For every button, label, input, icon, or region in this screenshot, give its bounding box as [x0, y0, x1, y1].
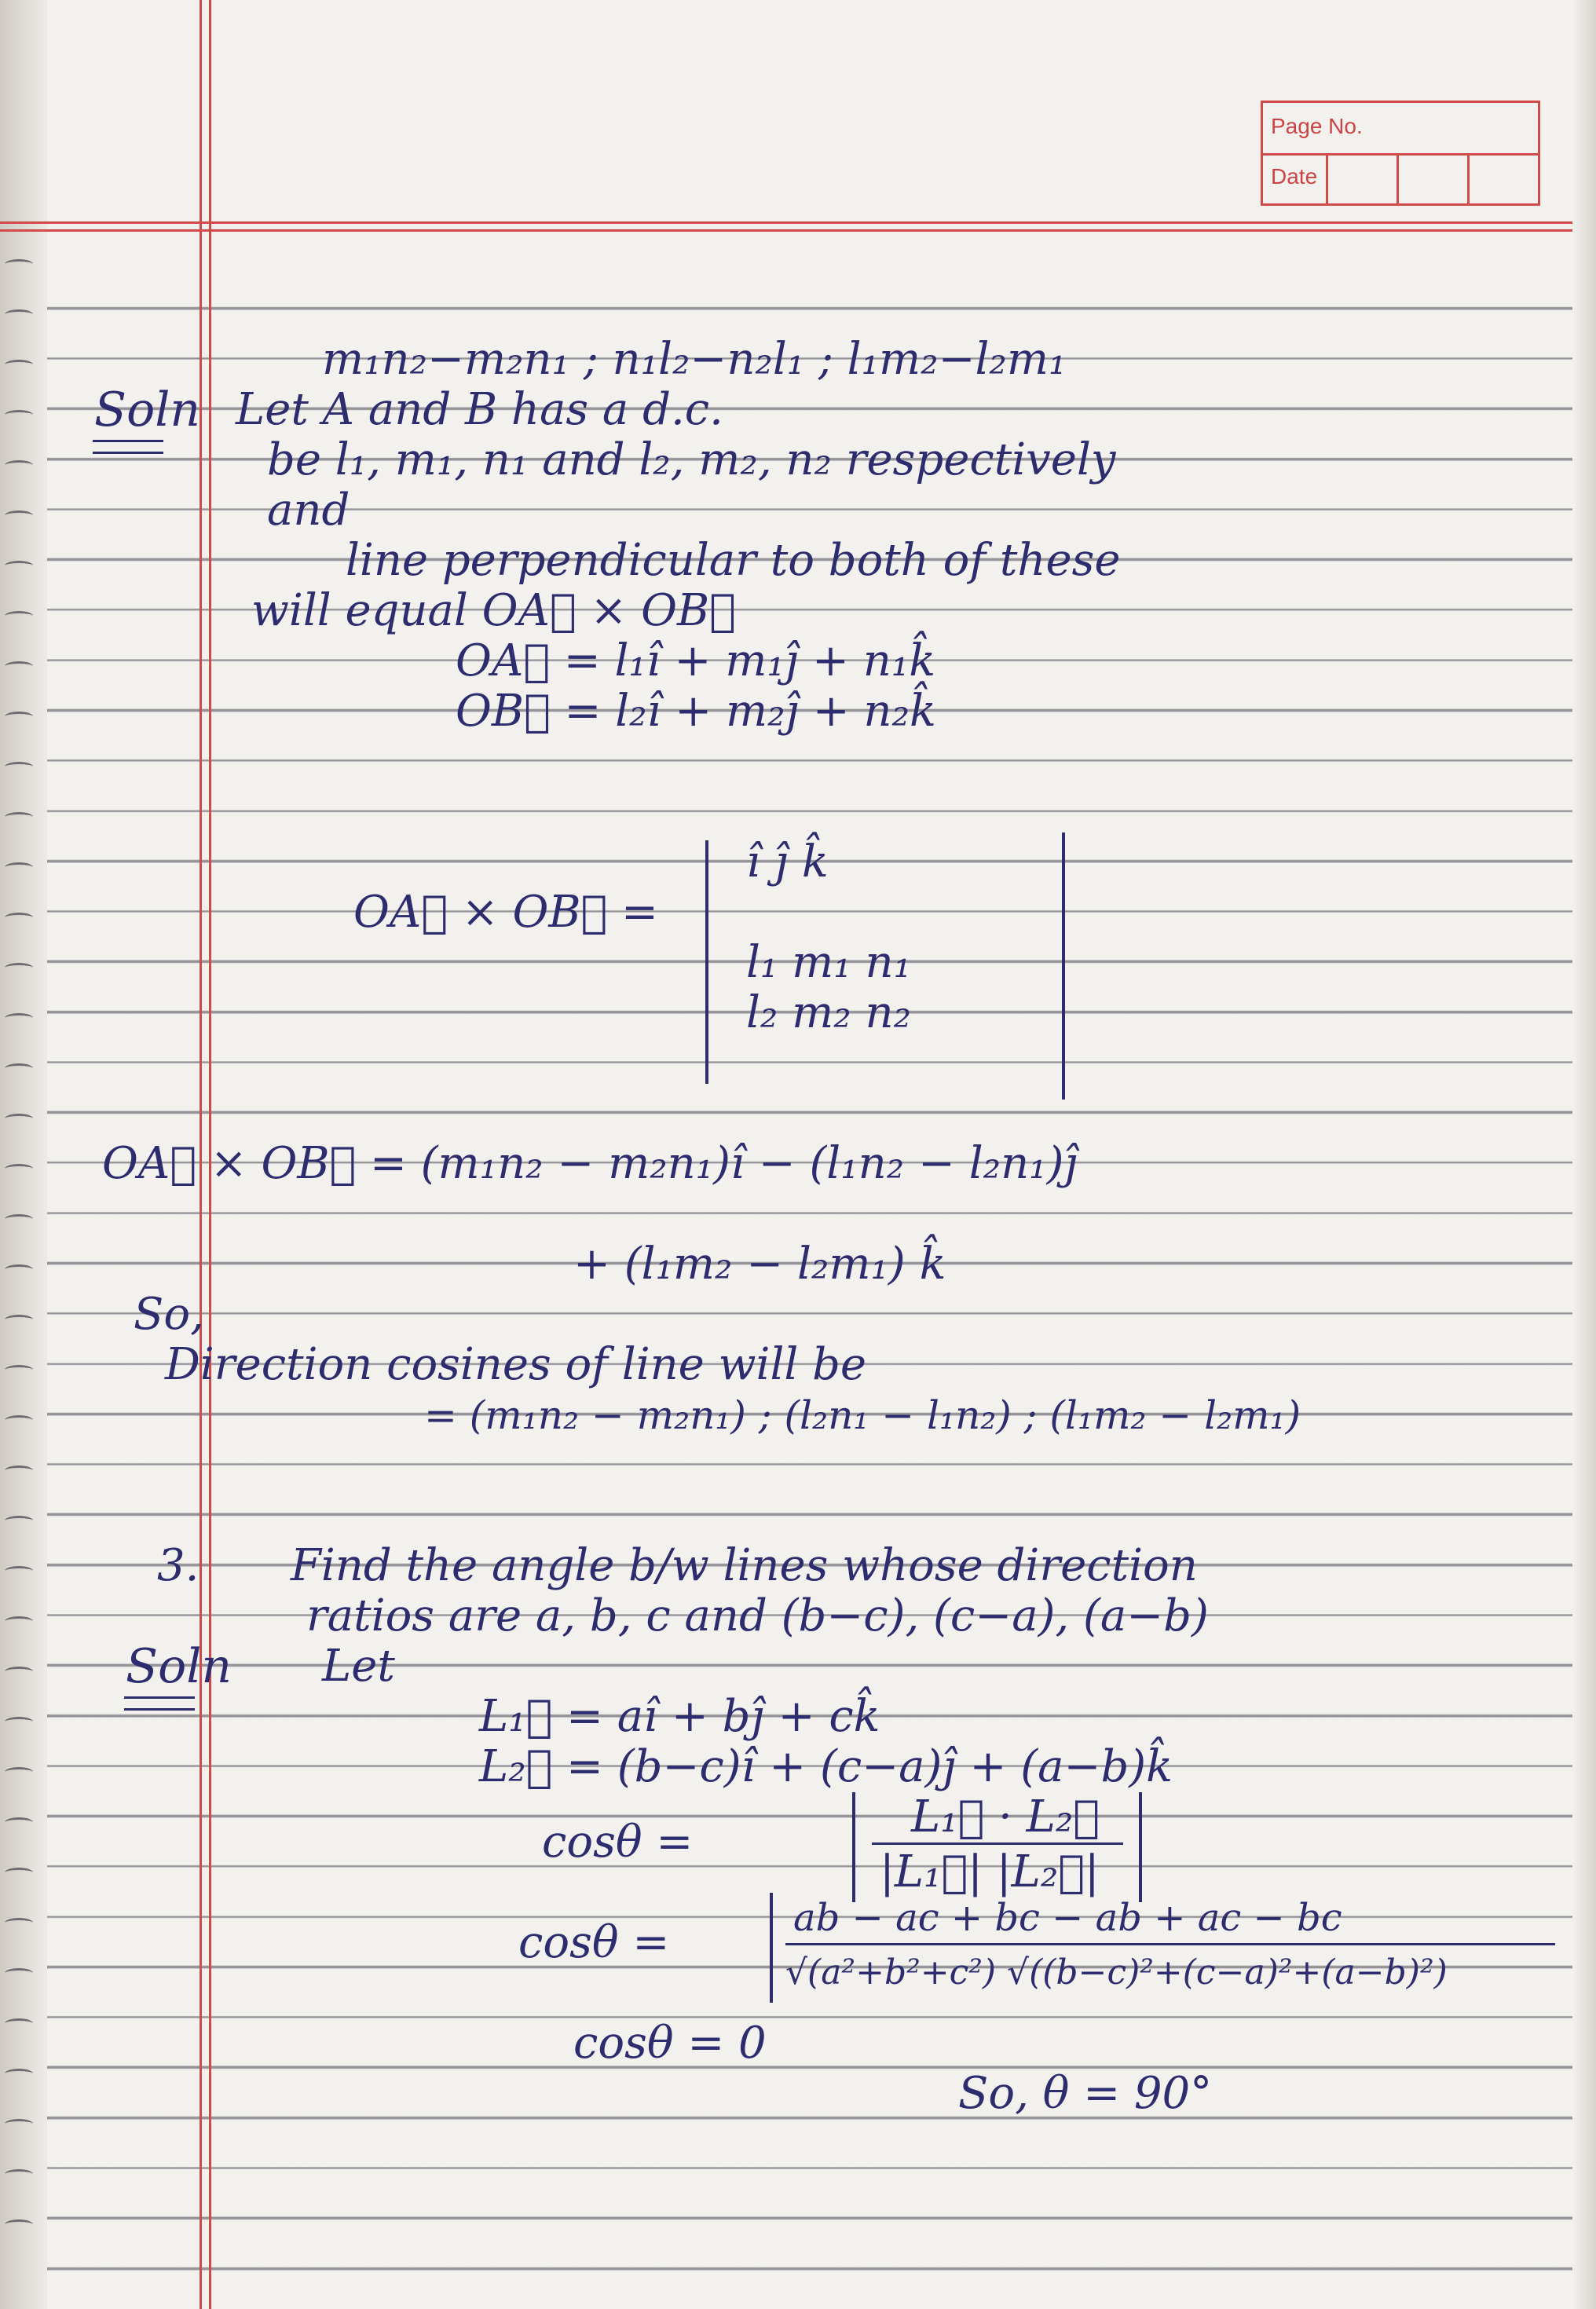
- vector-l1: L₁⃗ = aî + bĵ + ck̂: [479, 1691, 880, 1742]
- cross-product-expansion: OA⃗ × OB⃗ = (m₁n₂ − m₂n₁)î − (l₁n₂ − l₂n₁)ĵ: [102, 1138, 1078, 1189]
- text-line: Let: [322, 1641, 395, 1692]
- fraction-bar: [872, 1842, 1123, 1845]
- cos-formula-lhs: cosθ =: [542, 1817, 694, 1868]
- cos-formula-denominator: |L₁⃗| |L₂⃗|: [880, 1846, 1100, 1897]
- question-text: Find the angle b/w lines whose direction: [291, 1540, 1198, 1591]
- vector-oa: OA⃗ = l₁î + m₁ĵ + n₁k̂: [456, 635, 936, 686]
- vector-ob: OB⃗ = l₂î + m₂ĵ + n₂k̂: [456, 686, 936, 737]
- solution-underline: [93, 440, 163, 454]
- text-line: line perpendicular to both of these: [346, 535, 1121, 586]
- determinant-row: î ĵ k̂: [746, 836, 829, 887]
- determinant-right-bar: [1062, 832, 1065, 1100]
- direction-cosines: = (m₁n₂ − m₂n₁) ; (l₂n₁ − l₁n₂) ; (l₁m₂ − l₂m₁): [424, 1392, 1301, 1438]
- question-number: 3.: [157, 1540, 200, 1591]
- solution-underline: [124, 1696, 195, 1711]
- text-line: Let A and B has a d.c.: [236, 384, 723, 435]
- abs-bar-left: [852, 1792, 855, 1902]
- result-expression: m₁n₂−m₂n₁ ; n₁l₂−n₂l₁ ; l₁m₂−l₂m₁: [322, 334, 1067, 385]
- text-line: and: [267, 485, 350, 536]
- determinant-lhs: OA⃗ × OB⃗ =: [353, 887, 658, 938]
- final-answer: So, θ = 90°: [958, 2068, 1213, 2119]
- determinant-row: l₂ m₂ n₂: [746, 987, 912, 1038]
- solution-label: Soln: [94, 382, 201, 437]
- text-line: will equal OA⃗ × OB⃗: [251, 585, 736, 636]
- cos-result: cosθ = 0: [573, 2018, 767, 2069]
- question-text: ratios are a, b, c and (b−c), (c−a), (a−b): [306, 1590, 1209, 1641]
- text-line: So,: [134, 1289, 204, 1340]
- solution-label: Soln: [126, 1639, 232, 1694]
- text-line: Direction cosines of line will be: [165, 1339, 867, 1390]
- determinant-row: l₁ m₁ n₁: [746, 937, 912, 988]
- page-no-label: Page No.: [1271, 114, 1363, 138]
- cos-formula-numerator: L₁⃗ · L₂⃗: [911, 1791, 1100, 1842]
- abs-bar-left: [770, 1893, 773, 2003]
- vector-l2: L₂⃗ = (b−c)î + (c−a)ĵ + (a−b)k̂: [479, 1741, 1173, 1792]
- cross-product-expansion: + (l₁m₂ − l₂m₁) k̂: [573, 1239, 946, 1290]
- cos-value-denominator: √(a²+b²+c²) √((b−c)²+(c−a)²+(a−b)²): [785, 1952, 1448, 1992]
- date-label: Date: [1271, 164, 1318, 188]
- text-line: be l₁, m₁, n₁ and l₂, m₂, n₂ respectively: [267, 434, 1116, 485]
- fraction-bar: [785, 1943, 1555, 1945]
- determinant-left-bar: [705, 840, 708, 1084]
- cos-value-numerator: ab − ac + bc − ab + ac − bc: [793, 1896, 1342, 1940]
- cos-value-lhs: cosθ =: [518, 1917, 670, 1968]
- abs-bar-right: [1139, 1792, 1142, 1902]
